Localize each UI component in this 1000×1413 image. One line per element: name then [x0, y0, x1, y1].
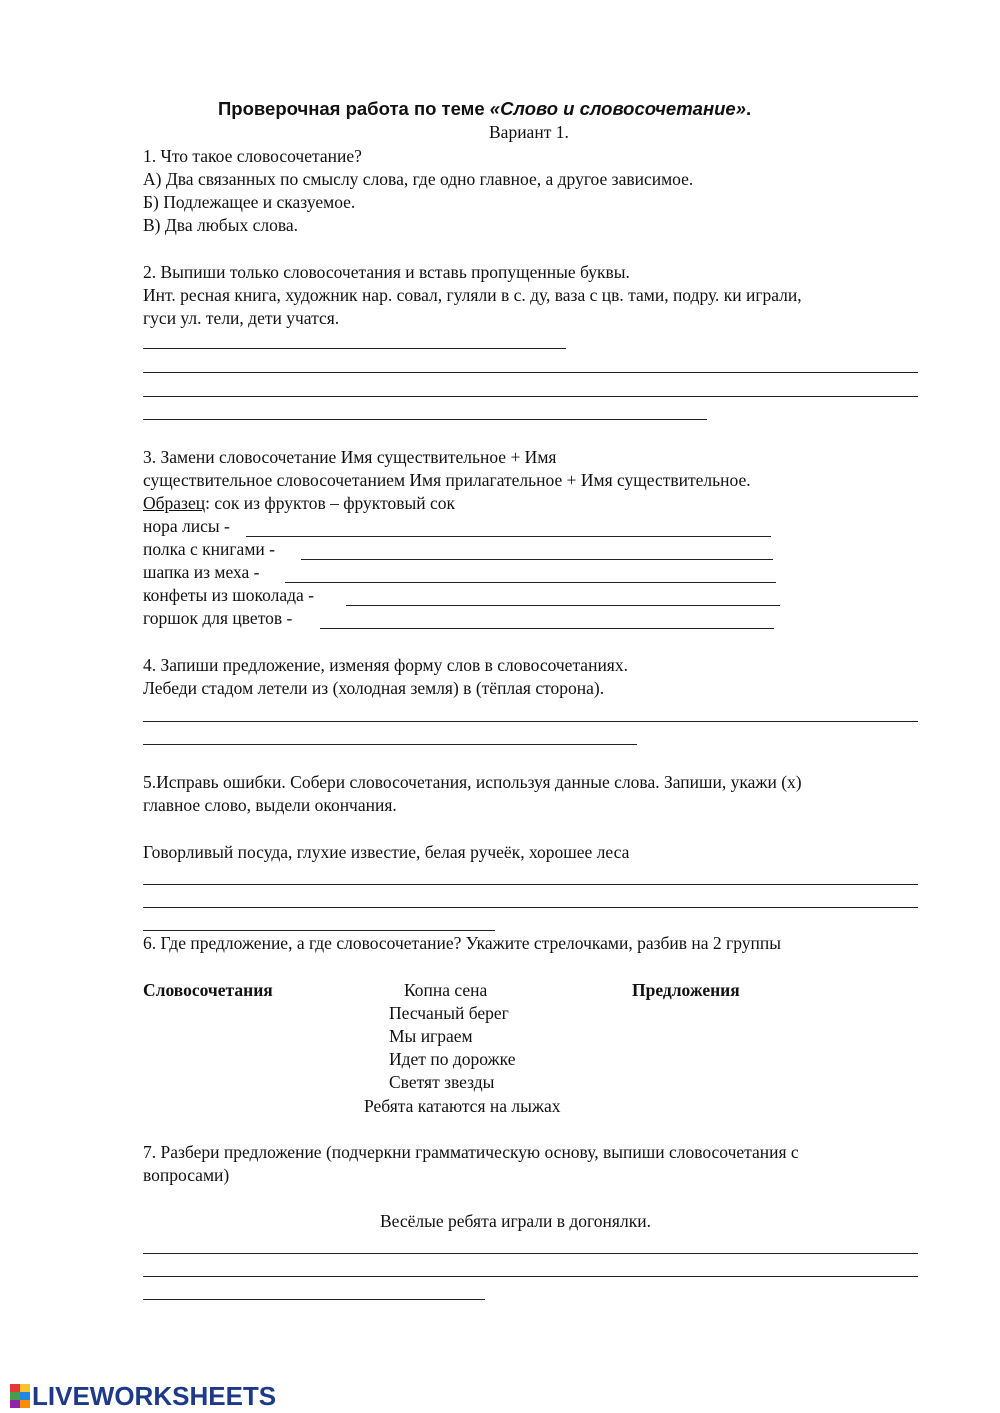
- q1-option-c: В) Два любых слова.: [143, 215, 299, 235]
- logo-square: [10, 1400, 20, 1408]
- q6-item[interactable]: Идет по дорожке: [389, 1049, 516, 1069]
- q3-item: нора лисы -: [143, 516, 230, 536]
- title-suffix: .: [746, 98, 752, 119]
- q3-answer-line[interactable]: [246, 536, 771, 537]
- q1-option-b: Б) Подлежащее и сказуемое.: [143, 192, 356, 212]
- q6-item[interactable]: Ребята катаются на лыжах: [364, 1096, 561, 1116]
- q6-question: 6. Где предложение, а где словосочетание? Укажите стрелочками, разбив на 2 группы: [143, 933, 781, 953]
- q4-answer-line[interactable]: [143, 721, 918, 722]
- q6-item[interactable]: Светят звезды: [389, 1072, 495, 1092]
- q5-instruction-line-2: главное слово, выдели окончания.: [143, 795, 397, 815]
- q6-item[interactable]: Мы играем: [389, 1026, 473, 1046]
- q3-instruction-line-2: существительное словосочетанием Имя прилагательное + Имя существительное.: [143, 470, 751, 490]
- q1-question: 1. Что такое словосочетание?: [143, 146, 362, 166]
- q6-item[interactable]: Песчаный берег: [389, 1003, 509, 1023]
- q1-option-a: А) Два связанных по смыслу слова, где одно главное, а другое зависимое.: [143, 169, 694, 189]
- q3-answer-line[interactable]: [285, 582, 776, 583]
- q3-item: шапка из меха -: [143, 562, 260, 582]
- q2-text-line-2: гуси ул. тели, дети учатся.: [143, 308, 340, 328]
- sample-label: Образец: [143, 493, 206, 513]
- q2-text-line-1: Инт. ресная книга, художник нар. совал, гуляли в с. ду, ваза с цв. тами, подру. ки играли,: [143, 285, 802, 305]
- q2-answer-line[interactable]: [143, 396, 918, 397]
- q3-answer-line[interactable]: [320, 628, 774, 629]
- q5-answer-line[interactable]: [143, 930, 495, 931]
- q3-sample: [143, 492, 455, 515]
- q4-sentence: Лебеди стадом летели из (холодная земля) в (тёплая сторона).: [143, 678, 605, 698]
- q3-item: конфеты из шоколада -: [143, 585, 315, 605]
- q4-answer-line[interactable]: [143, 744, 637, 745]
- q7-answer-line[interactable]: [143, 1276, 918, 1277]
- liveworksheets-logo[interactable]: [10, 1381, 276, 1411]
- sample-text: : сок из фруктов – фруктовый сок: [205, 493, 456, 513]
- title-topic: «Слово и словосочетание»: [489, 98, 746, 119]
- q6-item[interactable]: Копна сена: [404, 980, 488, 1000]
- q5-instruction-line-1: 5.Исправь ошибки. Собери словосочетания, используя данные слова. Запиши, укажи (х): [143, 772, 802, 792]
- logo-square: [20, 1392, 30, 1400]
- q5-words: Говорливый посуда, глухие известие, белая ручеёк, хорошее леса: [143, 842, 630, 862]
- q2-answer-line[interactable]: [143, 372, 918, 373]
- variant-label: Вариант 1.: [489, 122, 569, 142]
- logo-square: [20, 1400, 30, 1408]
- logo-mark-icon: [10, 1384, 30, 1408]
- q4-question: 4. Запиши предложение, изменяя форму слов в словосочетаниях.: [143, 655, 628, 675]
- q3-answer-line[interactable]: [301, 559, 773, 560]
- logo-brand-text: LIVEWORKSHEETS: [32, 1380, 277, 1411]
- q7-answer-line[interactable]: [143, 1253, 918, 1254]
- q7-instruction-line-2: вопросами): [143, 1165, 230, 1185]
- logo-square: [20, 1384, 30, 1392]
- q3-item: горшок для цветов -: [143, 608, 293, 628]
- q3-instruction-line-1: 3. Замени словосочетание Имя существительное + Имя: [143, 447, 557, 467]
- q2-answer-line[interactable]: [143, 419, 707, 420]
- q7-sentence: Весёлые ребята играли в догонялки.: [380, 1211, 651, 1231]
- q2-answer-line[interactable]: [143, 348, 566, 349]
- page-title: [218, 97, 751, 120]
- q5-answer-line[interactable]: [143, 884, 918, 885]
- q7-instruction-line-1: 7. Разбери предложение (подчеркни грамматическую основу, выпиши словосочетания с: [143, 1142, 799, 1162]
- q3-item: полка с книгами -: [143, 539, 275, 559]
- q2-question: 2. Выпиши только словосочетания и вставь пропущенные буквы.: [143, 262, 630, 282]
- q7-answer-line[interactable]: [143, 1299, 485, 1300]
- logo-square: [10, 1392, 20, 1400]
- logo-square: [10, 1384, 20, 1392]
- q5-answer-line[interactable]: [143, 907, 918, 908]
- q6-right-header: Предложения: [632, 980, 740, 1000]
- q6-left-header: Словосочетания: [143, 980, 273, 1000]
- q3-answer-line[interactable]: [346, 605, 780, 606]
- title-prefix: Проверочная работа по теме: [218, 98, 490, 119]
